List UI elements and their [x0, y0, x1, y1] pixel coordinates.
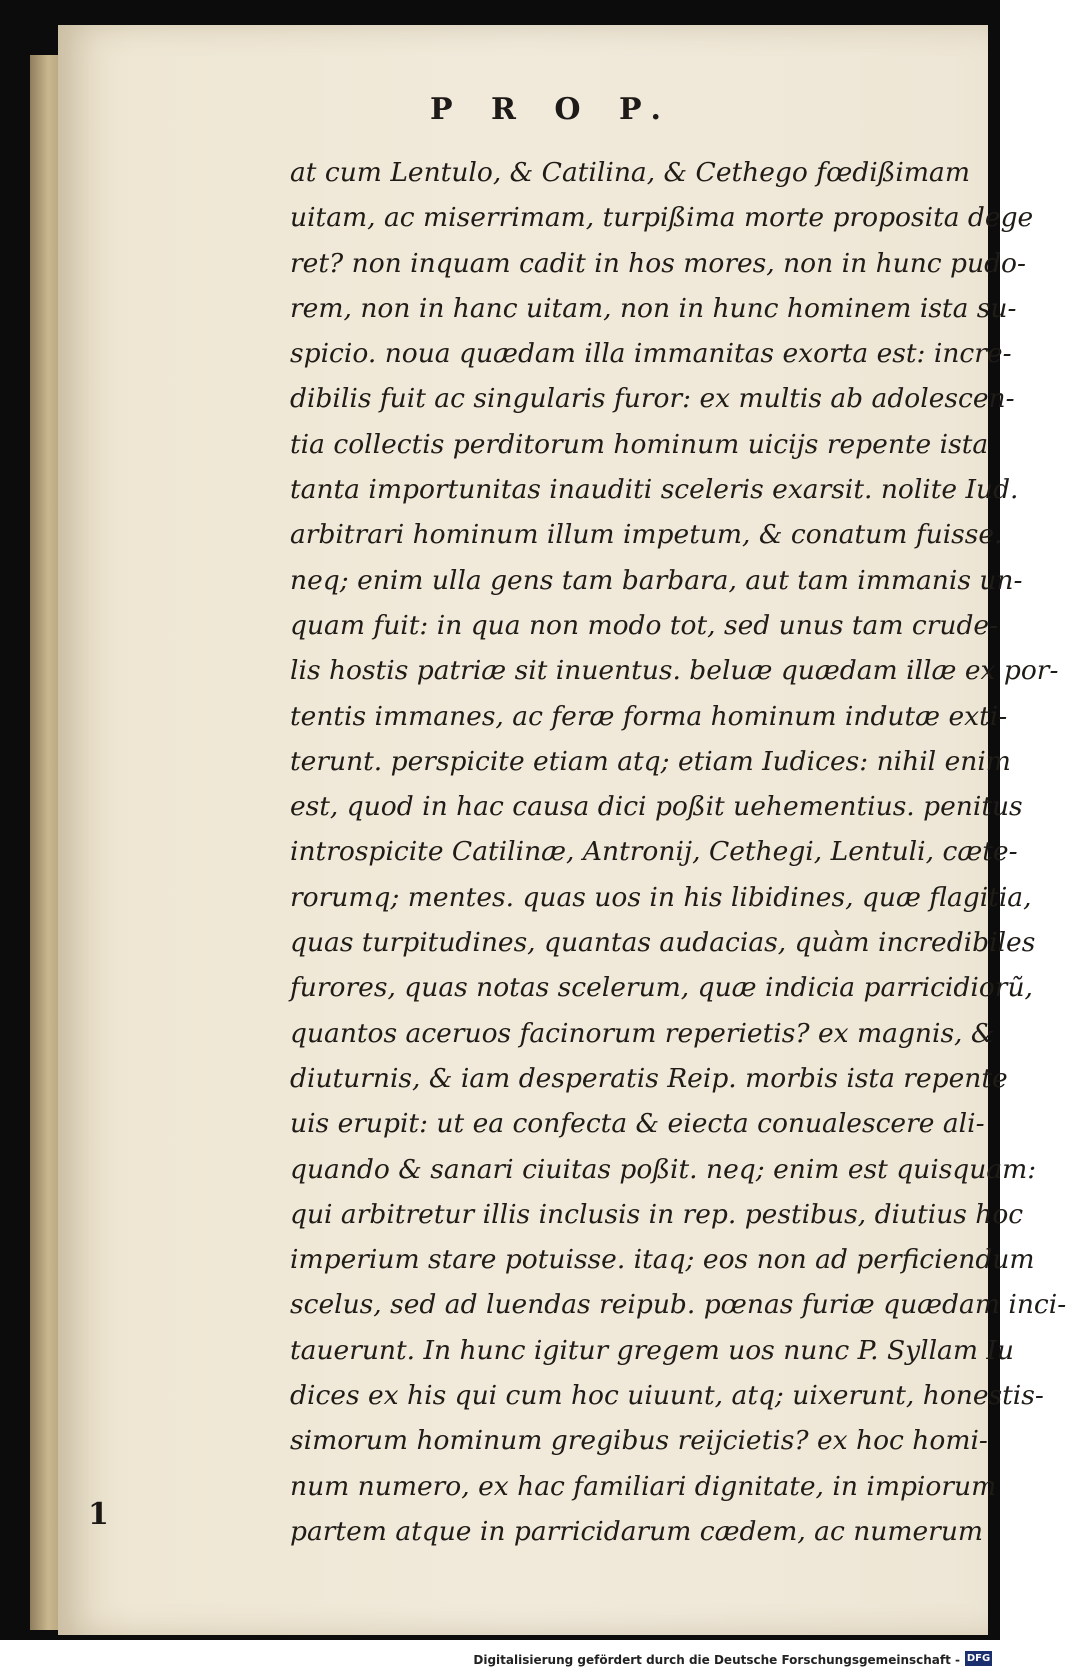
- text-line: arbitrari hominum illum impetum, & conatum fuisse.: [290, 519, 1003, 551]
- text-line: tauerunt. In hunc igitur gregem uos nunc P. Syllam Iu: [290, 1334, 1014, 1366]
- text-line: neq; enim ulla gens tam barbara, aut tam immanis un-: [290, 564, 1023, 596]
- funding-notice: Digitalisierung gefördert durch die Deutsche Forschungsgemeinschaft -: [473, 1653, 960, 1667]
- text-line: tia collectis perditorum hominum uicijs repente ista: [290, 428, 989, 460]
- text-line: partem atque in parricidarum cædem, ac numerum: [290, 1515, 984, 1547]
- text-line: tentis immanes, ac feræ forma hominum indutæ exti-: [290, 700, 1008, 732]
- text-line: tanta importunitas inauditi sceleris exarsit. nolite Iud.: [290, 474, 1019, 506]
- text-line: quas turpitudines, quantas audacias, quàm incredibiles: [290, 927, 1036, 959]
- margin-mark: 1: [88, 1497, 109, 1532]
- text-line: ret? non inquam cadit in hos mores, non in hunc pudo-: [290, 247, 1026, 279]
- text-line: dices ex his qui cum hoc uiuunt, atq; uixerunt, honestis-: [290, 1380, 1044, 1412]
- footer-bar: [0, 1640, 1000, 1675]
- text-line: uis erupit: ut ea confecta & eiecta conualescere ali-: [290, 1108, 985, 1140]
- text-line: furores, quas notas scelerum, quæ indicia parricidiorũ,: [290, 972, 1033, 1004]
- text-line: introspicite Catilinæ, Antronij, Cethegi, Lentuli, cæte-: [290, 836, 1018, 868]
- text-line: quam fuit: in qua non modo tot, sed unus tam crude-: [290, 609, 999, 641]
- text-line: terunt. perspicite etiam atq; etiam Iudices: nihil enim: [290, 745, 1011, 777]
- text-line: qui arbitretur illis inclusis in rep. pestibus, diutius hoc: [290, 1198, 1024, 1230]
- text-line: scelus, sed ad luendas reipub. pœnas furiæ quædam inci-: [290, 1289, 1066, 1321]
- text-line: imperium stare potuisse. itaq; eos non ad perficiendum: [290, 1244, 1035, 1276]
- text-line: rorumq; mentes. quas uos in his libidines, quæ flagitia,: [290, 881, 1032, 913]
- text-block: [290, 150, 1066, 1554]
- dfg-logo: DFG: [966, 1653, 991, 1664]
- running-head: P R O P.: [430, 92, 675, 127]
- text-line: num numero, ex hac familiari dignitate, in impiorum: [290, 1470, 997, 1502]
- text-line: dibilis fuit ac singularis furor: ex multis ab adolescen-: [290, 383, 1015, 415]
- text-line: simorum hominum gregibus reijcietis? ex hoc homi-: [290, 1425, 988, 1457]
- text-line: lis hostis patriæ sit inuentus. beluæ quædam illæ ex por-: [290, 655, 1059, 687]
- text-line: est, quod in hac causa dici poßit uehementius. penitus: [290, 791, 1023, 823]
- text-line: uitam, ac miserrimam, turpißima morte proposita dege: [290, 202, 1034, 234]
- text-line: quantos aceruos facinorum reperietis? ex magnis, &: [290, 1017, 995, 1049]
- text-line: at cum Lentulo, & Catilina, & Cethego fœdißimam: [290, 157, 970, 188]
- text-line: rem, non in hanc uitam, non in hunc hominem ista su-: [290, 292, 1017, 324]
- text-line: spicio. noua quædam illa immanitas exorta est: incre-: [290, 338, 1012, 370]
- text-line: diuturnis, & iam desperatis Reip. morbis ista repente: [290, 1062, 1008, 1094]
- text-line: quando & sanari ciuitas poßit. neq; enim est quisquam:: [290, 1153, 1037, 1185]
